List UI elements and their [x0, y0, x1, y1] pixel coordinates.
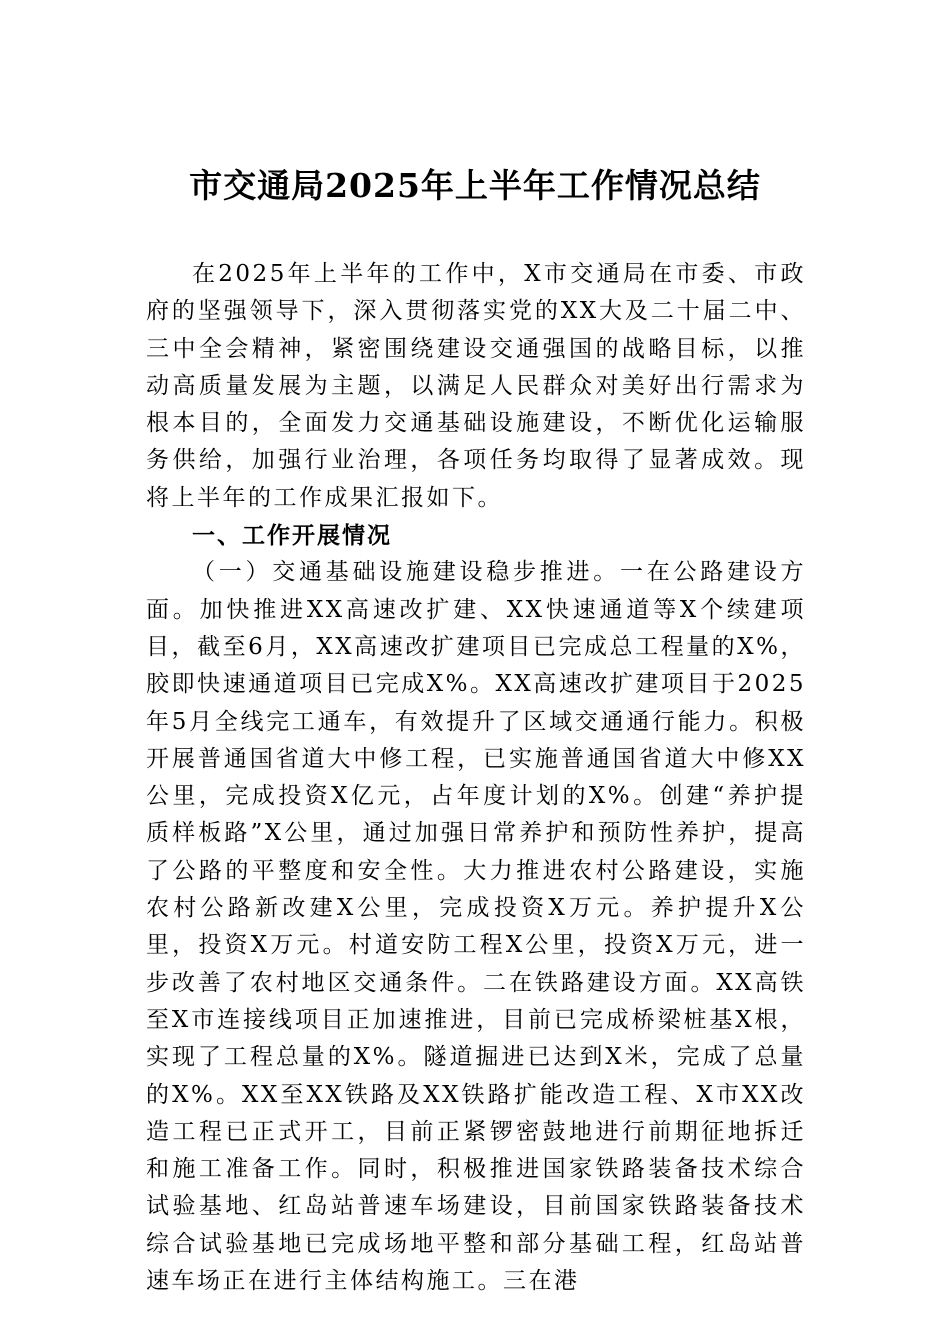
- document-body: [146, 256, 806, 1300]
- subsection-body: 一在公路建设方面。加快推进XX高速改扩建、XX快速通道等X个续建项目，截至6月，XX高速改扩建项目已完成总工程量的X%，胶即快速通道项目已完成X%。XX高速改扩建项目于2025年5月全线完工通车，有效提升了区域交通通行能力。积极开展普通国省道大中修工程，已实施普通国省道大中修XX公里，完成投资X亿元，占年度计划的X%。创建“养护提质样板路”X公里，通过加强日常养护和预防性养护，提高了公路的平整度和安全性。大力推进农村公路建设，实施农村公路新改建X公里，完成投资X万元。养护提升X公里，投资X万元。村道安防工程X公里，投资X万元，进一步改善了农村地区交通条件。二在铁路建设方面。XX高铁至X市连接线项目正加速推进，目前已完成桥梁桩基X根，实现了工程总量的X%。隧道掘进已达到X米，完成了总量的X%。XX至XX铁路及XX铁路扩能改造工程、X市XX改造工程已正式开工，目前正紧锣密鼓地进行前期征地拆迁和施工准备工作。同时，积极推进国家铁路装备技术综合试验基地、红岛站普速车场建设，目前国家铁路装备技术综合试验基地已完成场地平整和部分基础工程，红岛站普速车场正在进行主体结构施工。三在港: [146, 559, 806, 1295]
- subsection-heading: （一）交通基础设施建设稳步推进。: [192, 559, 620, 586]
- document-title: 市交通局2025年上半年工作情况总结: [189, 166, 761, 205]
- intro-paragraph: 在2025年上半年的工作中，X市交通局在市委、市政府的坚强领导下，深入贯彻落实党的XX大及二十届二中、三中全会精神，紧密围绕建设交通强国的战略目标，以推动高质量发展为主题，以满足人民群众对美好出行需求为根本目的，全面发力交通基础设施建设，不断优化运输服务供给，加强行业治理，各项任务均取得了显著成效。现将上半年的工作成果汇报如下。: [146, 261, 806, 511]
- subsection-paragraph: [146, 554, 806, 1300]
- section-heading: 一、工作开展情况: [192, 522, 392, 550]
